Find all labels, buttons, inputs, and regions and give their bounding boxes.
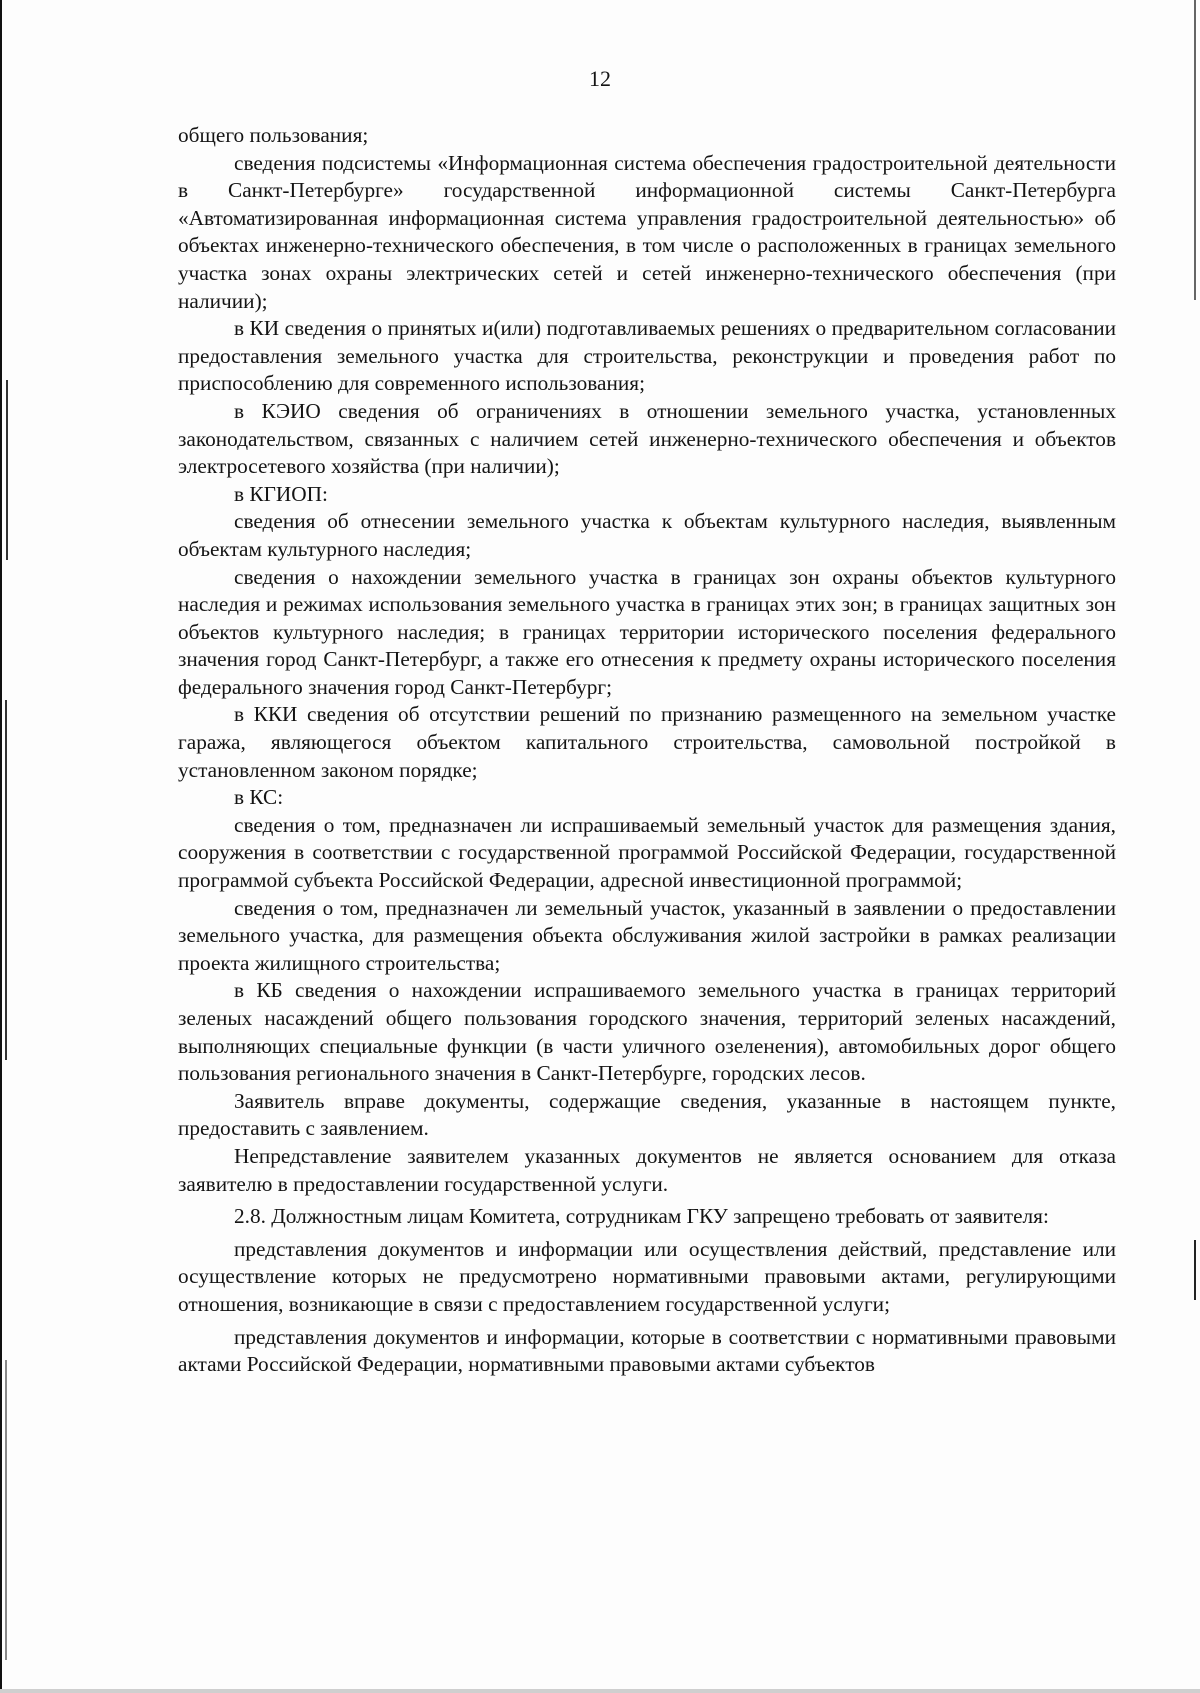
paragraph: сведения подсистемы «Информационная система обеспечения градостроительной деятельности в Санкт-Петербурге» государственной информационной системы Санкт-Петербурга «Автоматизированная информационная система управления градостроительной деятельностью» об объектах инженерно-технического обеспечения, в том числе о расположенных в границах земельного участка зонах охраны электрических сетей и сетей инженерно-технического обеспечения (при наличии); <box>178 150 1116 313</box>
scan-bottom-edge <box>0 1689 1200 1693</box>
paragraph: в КГИОП: <box>234 481 328 506</box>
scan-artifact <box>1194 1240 1196 1300</box>
paragraph: сведения о том, предназначен ли испрашиваемый земельный участок для размещения здания, сооружения в соответствии с государственной программой Российской Федерации, государственной программой субъекта Российской Федерации, адресной инвестиционной программой; <box>178 812 1116 893</box>
document-body <box>178 122 1116 1379</box>
paragraph: в ККИ сведения об отсутствии решений по признанию размещенного на земельном участке гаража, являющегося объектом капитального строительства, самовольной постройкой в установленном законом порядке; <box>178 702 1116 782</box>
paragraph: в КЭИО сведения об ограничениях в отношении земельного участка, установленных законодательством, связанных с наличием сетей инженерно-технического обеспечения и объектов электросетевого хозяйства (при наличии); <box>178 398 1116 479</box>
paragraph: представления документов и информации, которые в соответствии с нормативными правовыми актами Российской Федерации, нормативными правовыми актами субъектов <box>178 1324 1116 1377</box>
paragraph: Непредставление заявителем указанных документов не является основанием для отказа заявителю в предоставлении государственной услуги. <box>178 1143 1116 1196</box>
paragraph: сведения об отнесении земельного участка к объектам культурного наследия, выявленным объектам культурного наследия; <box>178 509 1116 561</box>
paragraph: в КБ сведения о нахождении испрашиваемого земельного участка в границах территорий зеленых насаждений общего пользования городского значения, территорий зеленых насаждений, выполняющих специальные функции (в части уличного озеленения), автомобильных дорог общего пользования регионального значения в Санкт-Петербурге, городских лесов. <box>178 978 1116 1086</box>
scan-artifact <box>5 700 7 1060</box>
paragraph: в КИ сведения о принятых и(или) подготавливаемых решениях о предварительном согласовании предоставления земельного участка для строительства, реконструкции и проведения работ по приспособлению для современного использования; <box>178 316 1116 396</box>
paragraph: сведения о том, предназначен ли земельный участок, указанный в заявлении о предоставлении земельного участка, для размещения объекта обслуживания жилой застройки в рамках реализации проекта жилищного строительства; <box>178 895 1116 975</box>
paragraph: Заявитель вправе документы, содержащие сведения, указанные в настоящем пункте, предоставить с заявлением. <box>178 1088 1116 1141</box>
paragraph: в КС: <box>234 785 284 810</box>
paragraph: представления документов и информации или осуществления действий, представление или осуществление которых не предусмотрено нормативными правовыми актами, регулирующими отношения, возникающие в связи с предоставлением государственной услуги; <box>178 1236 1116 1316</box>
scan-artifact <box>1194 0 1196 300</box>
paragraph: сведения о нахождении земельного участка в границах зон охраны объектов культурного наследия и режимах использования земельного участка в границах этих зон; в границах защитных зон объектов культурного наследия; в границах территории исторического поселения федерального значения город Санкт-Петербург, а также его отнесения к предмету охраны исторического поселения федерального значения город Санкт-Петербург; <box>178 564 1116 699</box>
paragraph: 2.8. Должностным лицам Комитета, сотрудникам ГКУ запрещено требовать от заявителя: <box>234 1204 1049 1229</box>
scan-artifact <box>5 1360 7 1660</box>
page-number: 12 <box>589 66 611 91</box>
paragraph: общего пользования; <box>178 123 369 147</box>
scan-artifact <box>6 380 8 560</box>
